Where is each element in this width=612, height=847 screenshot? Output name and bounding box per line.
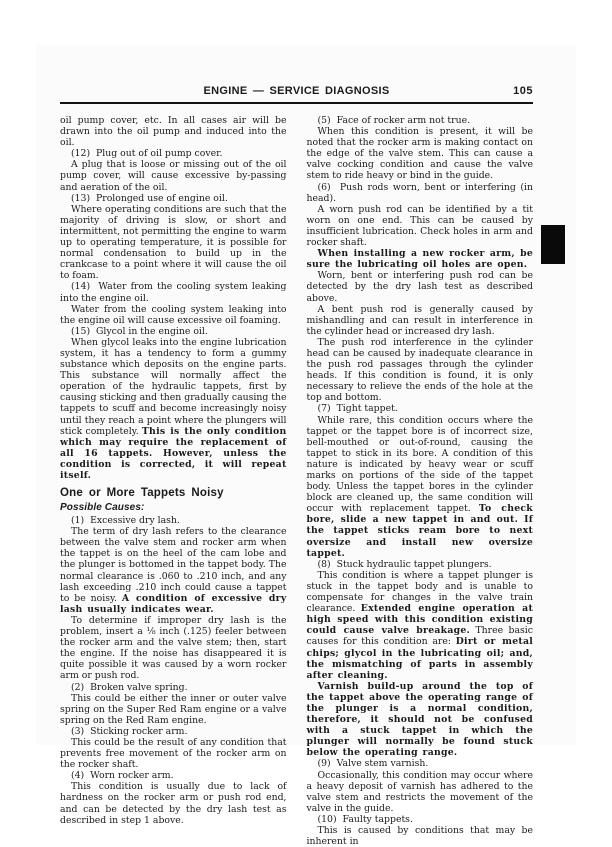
numbered-item bbox=[307, 814, 534, 825]
page-title: ENGINE — SERVICE DIAGNOSIS bbox=[203, 85, 390, 97]
section-heading: One or More Tappets Noisy bbox=[60, 487, 224, 500]
body-text: A plug that is loose or missing out of the oil pump cover, will cause excessive by-passing and aeration of the oil. bbox=[60, 159, 287, 193]
paragraph bbox=[60, 781, 287, 825]
subsection-heading: Possible Causes: bbox=[60, 502, 145, 514]
page-content bbox=[60, 85, 533, 847]
body-text: (5) Face of rocker arm not true. bbox=[317, 115, 471, 126]
body-text: oil pump cover, etc. In all cases air will be drawn into the oil pump and induced into the oil. bbox=[60, 115, 287, 149]
numbered-item bbox=[307, 182, 534, 204]
body-text: (12) Plug out of oil pump cover. bbox=[71, 148, 223, 160]
body-text: When this condition is present, it will be noted that the rocker arm is making contact on the edge of the valve stem. This can cause a valve cocking condition and cause the valve stem to ride heavy or bind in the guide. bbox=[306, 126, 533, 182]
left-column bbox=[60, 115, 287, 847]
body-text: (2) Broken valve spring. bbox=[71, 681, 188, 693]
numbered-item bbox=[60, 726, 287, 737]
body-text: The push rod interference in the cylinder head can be caused by inadequate clearance in the push rod passages through the cylinder heads. If this condition is found, it is only necessary to relieve the ends of the hole at the top and bottom. bbox=[306, 336, 533, 404]
body-text: When glycol leaks into the engine lubrication system, it has a tendency to form a gummy substance which deposits on the engine parts. This substance will normally affect the operation of the hydraulic tappets, first by causing sticking and then gradually causing the tappets to scuff and become increasingly noisy until they reach a point where the plungers will stick completely. bbox=[60, 336, 287, 437]
bold-text: Extended engine operation at high speed with this condition existing could cause valve breakage. bbox=[306, 603, 533, 637]
body-text: (15) Glycol in the engine oil. bbox=[71, 325, 208, 337]
numbered-item bbox=[60, 515, 287, 526]
manual-page bbox=[36, 45, 576, 847]
body-text: A bent push rod is generally caused by mishandling and can result in interference in the cylinder head or increased dry lash. bbox=[306, 303, 533, 337]
body-text: (3) Sticking rocker arm. bbox=[71, 725, 188, 737]
body-text: (8) Stuck hydraulic tappet plungers. bbox=[317, 558, 492, 570]
paragraph bbox=[307, 126, 534, 181]
body-text: This is caused by conditions that may be inherent in bbox=[306, 825, 533, 847]
page-number: 105 bbox=[513, 85, 533, 97]
paragraph bbox=[60, 693, 287, 726]
paragraph bbox=[307, 204, 534, 248]
bold-text: Varnish build-up around the top of the tappet above the operating range of the plunger is a normal condition, therefore, it should not be confused with a stuck tappet in which the plunger will normally be found stuck below the operating range. bbox=[306, 680, 533, 759]
body-text: This condition is usually due to lack of hardness on the rocker arm or push rod end, and can be detected by the dry lash test as described in step 1 above. bbox=[60, 781, 287, 826]
paragraph bbox=[60, 615, 287, 682]
numbered-item bbox=[60, 148, 287, 159]
paragraph bbox=[307, 570, 534, 681]
body-text: Water from the cooling system leaking into the engine oil will cause excessive oil foaming. bbox=[60, 303, 287, 326]
body-text: This condition is where a tappet plunger is stuck in the tappet body and is unable to compensate for changes in the valve train clearance. bbox=[306, 569, 533, 615]
thumb-index-tab bbox=[541, 225, 565, 264]
paragraph bbox=[307, 304, 534, 337]
bold-text: A condition of excessive dry lash usually indicates wear. bbox=[60, 592, 287, 615]
paragraph bbox=[307, 270, 534, 303]
body-text: While rare, this condition occurs where the tappet or the tappet bore is of incorrect size, bell-mouthed or out-of-round, causing the tappet to stick in its bore. A condition of this nature is indicated by heavy wear or scuff marks on portions of the side of the tappet body. Unless the tappet bores in the cylinder block are cleaned up, the same condition will occur with replacement tappet. bbox=[306, 414, 533, 515]
paragraph bbox=[307, 415, 534, 559]
body-text: (1) Excessive dry lash. bbox=[71, 515, 180, 527]
numbered-item bbox=[307, 115, 534, 126]
numbered-item bbox=[307, 403, 534, 414]
body-text: (10) Faulty tappets. bbox=[317, 813, 413, 825]
paragraph bbox=[60, 304, 287, 326]
body-text: This could be the result of any condition that prevents free movement of the rocker arm on the rocker shaft. bbox=[60, 736, 287, 771]
body-text: This could be either the inner or outer valve spring on the Super Red Ram engine or a valve spring on the Red Ram engine. bbox=[60, 692, 287, 726]
numbered-item bbox=[60, 193, 287, 204]
header-rule bbox=[60, 102, 533, 104]
body-text: (7) Tight tappet. bbox=[317, 403, 398, 415]
body-text: To determine if improper dry lash is the problem, insert a ⅛ inch (.125) feeler between the rocker arm and the valve stem; then, start the engine. If the noise has disappeared it is quite possible it was caused by a worn rocker arm or push rod. bbox=[60, 614, 287, 682]
numbered-item bbox=[307, 559, 534, 570]
paragraph bbox=[307, 248, 534, 270]
body-text: (14) Water from the cooling system leaking into the engine oil. bbox=[60, 281, 287, 304]
bold-text: When installing a new rocker arm, be sure the lubricating oil holes are open. bbox=[306, 248, 533, 271]
body-text: The term of dry lash refers to the clearance between the valve stem and rocker arm when the tappet is on the heel of the cam lobe and the plunger is bottomed in the tappet body. The normal clearance is .060 to .210 inch, and any lash exceeding .210 inch could cause a tappet to be noisy. bbox=[60, 526, 287, 604]
numbered-item bbox=[60, 281, 287, 303]
paragraph bbox=[60, 159, 287, 192]
paragraph bbox=[60, 526, 287, 615]
paragraph bbox=[60, 204, 287, 282]
body-text: A worn push rod can be identified by a tit worn on one end. This can be caused by insufficient lubrication. Check holes in arm and rocker shaft. bbox=[306, 203, 533, 249]
numbered-item bbox=[307, 758, 534, 769]
body-text: (6) Push rods worn, bent or interfering (in head). bbox=[306, 181, 533, 204]
body-text: Worn, bent or interfering push rod can be detected by the dry lash test as described above. bbox=[306, 270, 533, 304]
bold-text: To check bore, slide a new tappet in and out. If the tappet sticks ream bore to next oversize and install new oversize tappet. bbox=[306, 503, 533, 559]
bold-text: Dirt or metal chips; glycol in the lubricating oil; and, the mismatching of parts in assembly after cleaning. bbox=[306, 636, 533, 681]
page-header bbox=[60, 85, 533, 99]
numbered-item bbox=[60, 682, 287, 693]
numbered-item bbox=[60, 326, 287, 337]
right-column bbox=[307, 115, 534, 847]
body-text: (9) Valve stem varnish. bbox=[317, 758, 429, 770]
paragraph bbox=[307, 681, 534, 759]
paragraph bbox=[60, 337, 287, 481]
paragraph bbox=[60, 115, 287, 148]
paragraph bbox=[60, 737, 287, 770]
paragraph bbox=[307, 825, 534, 847]
body-text: (4) Worn rocker arm. bbox=[71, 770, 174, 782]
body-text: (13) Prolonged use of engine oil. bbox=[71, 192, 228, 204]
body-text: Where operating conditions are such that the majority of driving is slow, or short and intermittent, not permitting the engine to warm up to operating temperature, it is possible for normal condensation to build up in the crankcase to a point where it will cause the oil to foam. bbox=[60, 203, 287, 282]
body-text: Three basic causes for this condition are: bbox=[306, 625, 533, 648]
body-text: Occasionally, this condition may occur where a heavy deposit of varnish has adhered to the valve stem and restricts the movement of the valve in the guide. bbox=[306, 769, 533, 814]
two-column-body bbox=[60, 115, 533, 847]
numbered-item bbox=[60, 770, 287, 781]
bold-text: This is the only condition which may require the replacement of all 16 tappets. However, unless the condition is corrected, it will repeat itself. bbox=[60, 425, 287, 481]
paragraph bbox=[307, 337, 534, 404]
